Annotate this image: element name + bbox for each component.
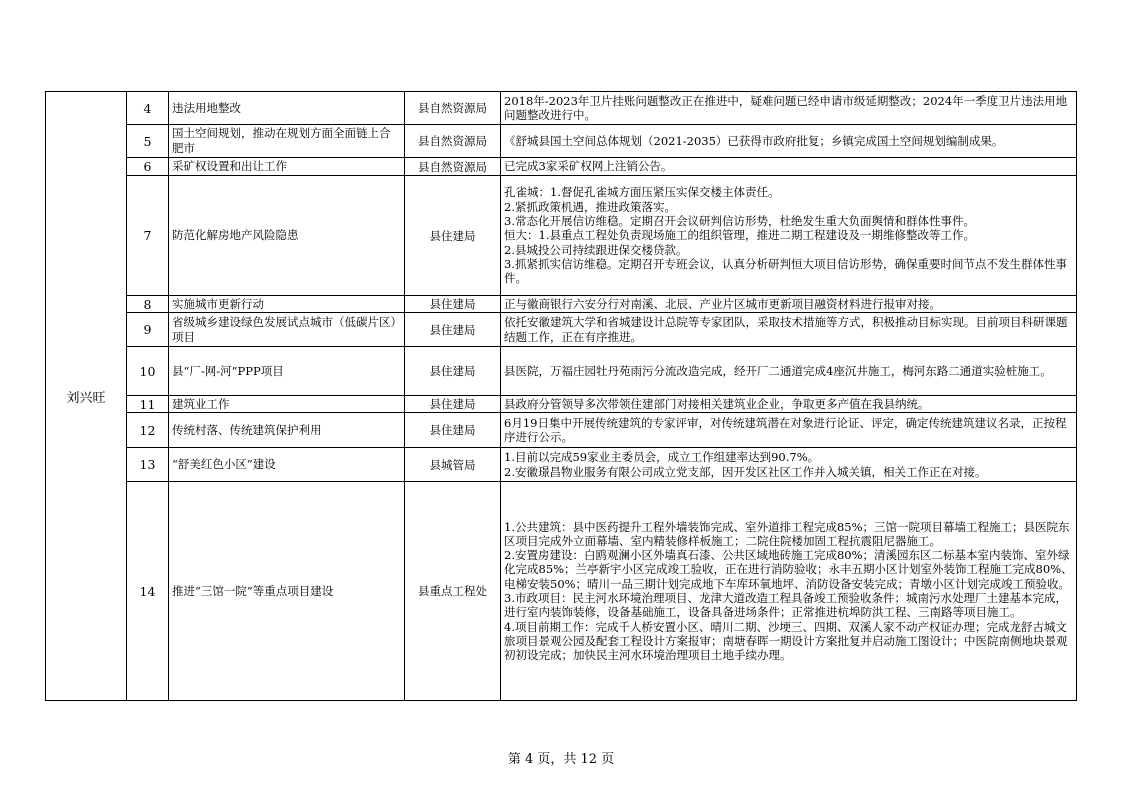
progress-line: 恒大：1.县重点工程处负责现场施工的组织管理，推进二期工程建设及一期维修整改等工作。	[504, 228, 975, 243]
responsible-person: 刘兴旺	[46, 92, 127, 701]
progress-line: 《舒城县国土空间总体规划（2021-2035）已获得市政府批复；乡镇完成国土空间规划编制成果。	[504, 133, 1004, 148]
table-row	[46, 396, 1077, 413]
task-item: 防范化解房地产风险隐患	[169, 176, 405, 296]
table-row	[46, 413, 1077, 448]
task-item: 违法用地整改	[169, 92, 405, 125]
table-row	[46, 92, 1077, 125]
progress-line: 县医院，万福庄园牡丹苑雨污分流改造完成，经开厂二通道完成4座沉井施工，梅河东路二通道实验桩施工。	[504, 363, 1052, 378]
progress-line: 县政府分管领导多次带领住建部门对接相关建筑业企业，争取更多产值在我县纳统。	[504, 396, 930, 411]
table-row	[46, 125, 1077, 158]
row-number: 5	[127, 125, 169, 158]
progress-cell	[501, 313, 1077, 347]
task-item: 建筑业工作	[169, 396, 405, 413]
progress-line: 4.项目前期工作：完成千人桥安置小区、晴川二期、沙埂三、四期、双溪人家不动产权证办理；完成龙舒古城文旅项目景观公园及配套工程设计方案报审；南塘春晖一期设计方案批复并启动施工图设计；中医院南侧地块景观初初设完成；加快民主河水环境治理项目土地手续办理。	[504, 619, 1068, 663]
progress-line: 孔雀城：1.督促孔雀城方面压紧压实保交楼主体责任。	[504, 185, 780, 200]
responsible-department: 县重点工程处	[405, 482, 501, 701]
progress-line: 2.县城投公司持续跟进保交楼贷款。	[504, 242, 688, 257]
progress-cell	[501, 125, 1077, 158]
row-number: 7	[127, 176, 169, 296]
row-number: 13	[127, 448, 169, 482]
progress-line: 2.紧抓政策机遇，推进政策落实。	[504, 199, 676, 214]
responsible-department: 县住建局	[405, 176, 501, 296]
responsible-department: 县住建局	[405, 313, 501, 347]
work-progress-table	[45, 91, 1077, 701]
row-number: 14	[127, 482, 169, 701]
responsible-department: 县住建局	[405, 296, 501, 313]
table-row	[46, 176, 1077, 296]
task-item: 省级城乡建设绿色发展试点城市（低碳片区）项目	[169, 313, 405, 347]
row-number: 10	[127, 347, 169, 396]
progress-line: 1.公共建筑：县中医药提升工程外墙装饰完成、室外道排工程完成85%；三馆一院项目幕墙工程施工；县医院东区项目完成外立面幕墙、室内精装修样板施工；二院住院楼加固工程抗震阻尼器施工。	[504, 519, 1070, 548]
row-number: 11	[127, 396, 169, 413]
task-item: “舒美红色小区”建设	[169, 448, 405, 482]
row-number: 4	[127, 92, 169, 125]
responsible-department: 县住建局	[405, 347, 501, 396]
progress-line: 1.目前以完成59家业主委员会，成立工作组建率达到90.7%。	[504, 450, 820, 465]
progress-line: 依托安徽建筑大学和省城建设计总院等专家团队，采取技术措施等方式，积极推动目标实现。目前项目科研课题结题工作，正在有序推进。	[504, 315, 1068, 344]
progress-cell	[501, 482, 1077, 701]
progress-line: 3.常态化开展信访维稳。定期召开会议研判信访形势，杜绝发生重大负面舆情和群体性事件。	[504, 214, 975, 229]
task-item: 国土空间规划，推动在规划方面全面链上合肥市	[169, 125, 405, 158]
task-item: 实施城市更新行动	[169, 296, 405, 313]
table-row	[46, 313, 1077, 347]
task-item: 传统村落、传统建筑保护利用	[169, 413, 405, 448]
progress-line: 已完成3家采矿权网上注销公告。	[504, 159, 673, 174]
progress-line: 2.安徽璟昌物业服务有限公司成立党支部，因开发区社区工作并入城关镇，相关工作正在对接。	[504, 464, 987, 479]
table-row	[46, 448, 1077, 482]
page-number-footer: 第 4 页，共 12 页	[507, 752, 615, 767]
progress-line: 正与徽商银行六安分行对南溪、北辰、产业片区城市更新项目融资材料进行报审对接。	[504, 296, 941, 311]
row-number: 9	[127, 313, 169, 347]
task-item: 推进“三馆一院”等重点项目建设	[169, 482, 405, 701]
row-number: 8	[127, 296, 169, 313]
table-row	[46, 158, 1077, 176]
progress-cell	[501, 296, 1077, 313]
progress-cell	[501, 413, 1077, 448]
responsible-department: 县住建局	[405, 413, 501, 448]
progress-cell	[501, 158, 1077, 176]
table-row	[46, 296, 1077, 313]
row-number: 6	[127, 158, 169, 176]
responsible-department: 县自然资源局	[405, 158, 501, 176]
table-row	[46, 347, 1077, 396]
progress-line: 2018年-2023年卫片挂账问题整改正在推进中，疑难问题已经申请市级延期整改；2024年一季度卫片违法用地问题整改进行中。	[504, 93, 1068, 122]
progress-cell	[501, 92, 1077, 125]
progress-line: 3.抓紧抓实信访维稳。定期召开专班会议，认真分析研判恒大项目信访形势，确保重要时间节点不发生群体性事件。	[504, 256, 1067, 286]
progress-cell	[501, 347, 1077, 396]
row-number: 12	[127, 413, 169, 448]
responsible-department: 县自然资源局	[405, 92, 501, 125]
progress-cell	[501, 448, 1077, 482]
responsible-department: 县自然资源局	[405, 125, 501, 158]
progress-cell	[501, 396, 1077, 413]
progress-line: 2.安置房建设：白鸥观澜小区外墙真石漆、公共区域地砖施工完成80%；清溪园东区二标基本室内装饰、室外绿化完成85%；兰亭新宇小区完成竣工验收，正在进行消防验收；永丰五期小区计划室外装饰工程施工完成80%、电梯安装50%；晴川一品三期计划完成地下车库环氧地坪、消防设备安装完成；青墩小区计划完成竣工预验收。	[504, 548, 1073, 591]
progress-line: 6月19日集中开展传统建筑的专家评审，对传统建筑潜在对象进行论证、评定，确定传统建筑建议名录，正按程序进行公示。	[504, 415, 1067, 444]
task-item: 县“厂-网-河”PPP项目	[169, 347, 405, 396]
progress-cell	[501, 176, 1077, 296]
progress-line: 3.市政项目：民主河水环境治理项目、龙津大道改造工程具备竣工预验收条件；城南污水处理厂土建基本完成，进行室内装饰装修，设备基础施工，设备具备进场条件；正常推进杭埠防洪工程、三南路等项目施工。	[504, 591, 1067, 620]
responsible-department: 县城管局	[405, 448, 501, 482]
task-item: 采矿权设置和出让工作	[169, 158, 405, 176]
responsible-department: 县住建局	[405, 396, 501, 413]
table-row	[46, 482, 1077, 701]
